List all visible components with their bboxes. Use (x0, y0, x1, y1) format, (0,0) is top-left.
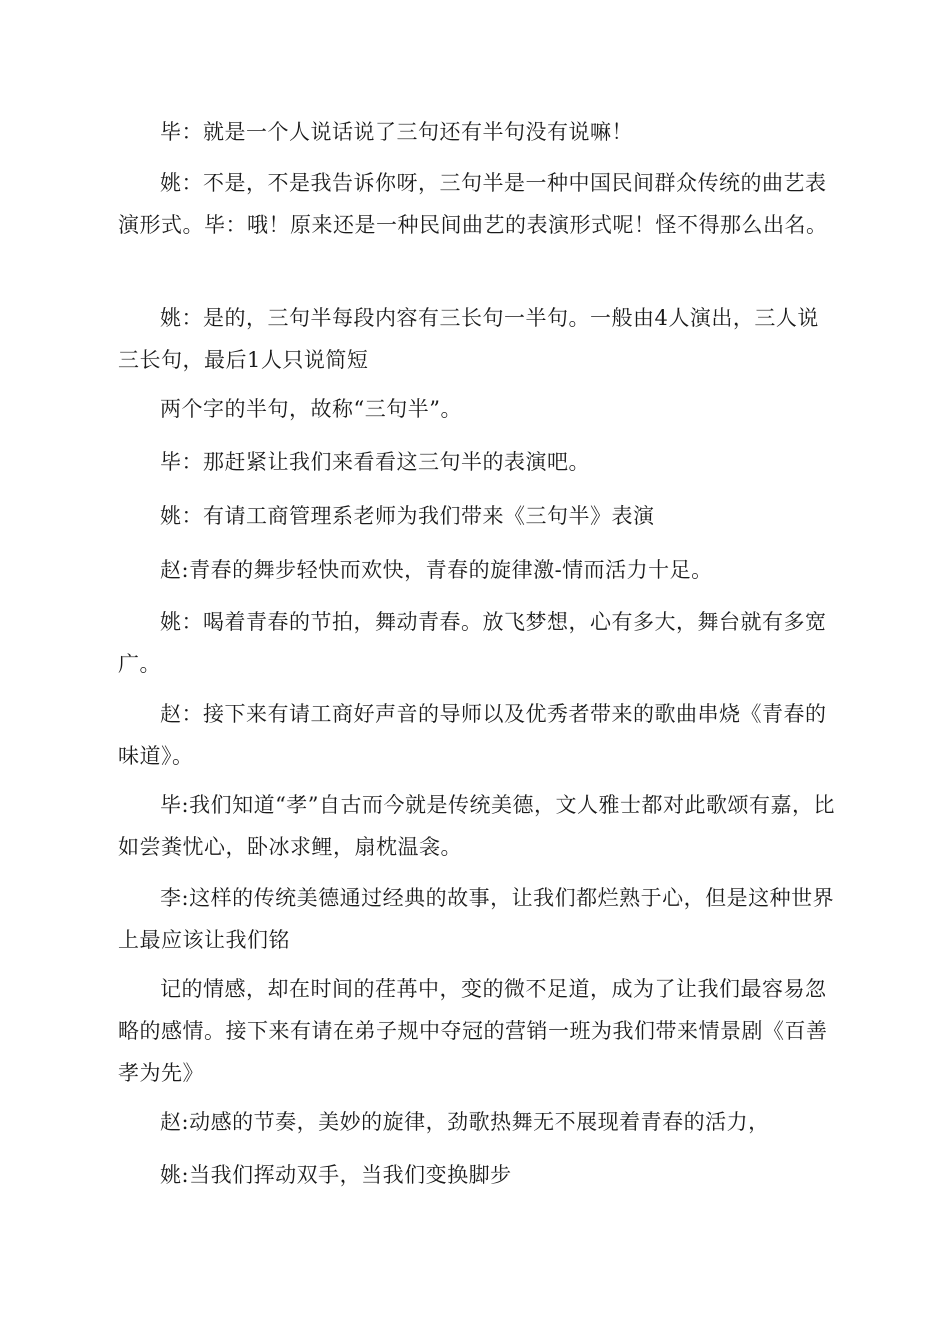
paragraph-9: 赵：接下来有请工商好声音的导师以及优秀者带来的歌曲串烧《青春的味道》。 (118, 702, 827, 768)
paragraph-13: 赵:动感的节奏，美妙的旋律，劲歌热舞无不展现着青春的活力， (160, 1110, 770, 1134)
paragraph-5: 毕：那赶紧让我们来看看这三句半的表演吧。 (160, 450, 590, 474)
paragraph-7: 赵:青春的舞步轻快而欢快，青春的旋律激-情而活力十足。 (160, 558, 713, 582)
paragraph-1: 毕：就是一个人说话说了三句还有半句没有说嘛！ (160, 120, 633, 144)
paragraph-8: 姚：喝着青春的节拍，舞动青春。放飞梦想，心有多大，舞台就有多宽广。 (118, 610, 827, 676)
paragraph-12: 记的情感，却在时间的荏苒中，变的微不足道，成为了让我们最容易忽略的感情。接下来有请在弟子规中夺冠的营销一班为我们带来情景剧《百善孝为先》 (118, 977, 828, 1085)
paragraph-2: 姚：不是，不是我告诉你呀，三句半是一种中国民间群众传统的曲艺表演形式。毕：哦！原来还是一种民间曲艺的表演形式呢！怪不得那么出名。 (118, 171, 828, 237)
paragraph-4: 两个字的半句，故称“三句半”。 (160, 397, 462, 421)
paragraph-3: 姚：是的，三句半每段内容有三长句一半句。一般由4人演出，三人说三长句，最后1人只说简短 (118, 306, 819, 372)
paragraph-14: 姚:当我们挥动双手，当我们变换脚步 (160, 1163, 512, 1187)
paragraph-10: 毕:我们知道“孝”自古而今就是传统美德，文人雅士都对此歌颂有嘉，比如尝粪忧心，卧冰求鲤，扇枕温衾。 (118, 793, 836, 859)
paragraph-6: 姚：有请工商管理系老师为我们带来《三句半》表演 (160, 504, 655, 528)
paragraph-11: 李:这样的传统美德通过经典的故事，让我们都烂熟于心，但是这种世界上最应该让我们铭 (118, 886, 835, 952)
